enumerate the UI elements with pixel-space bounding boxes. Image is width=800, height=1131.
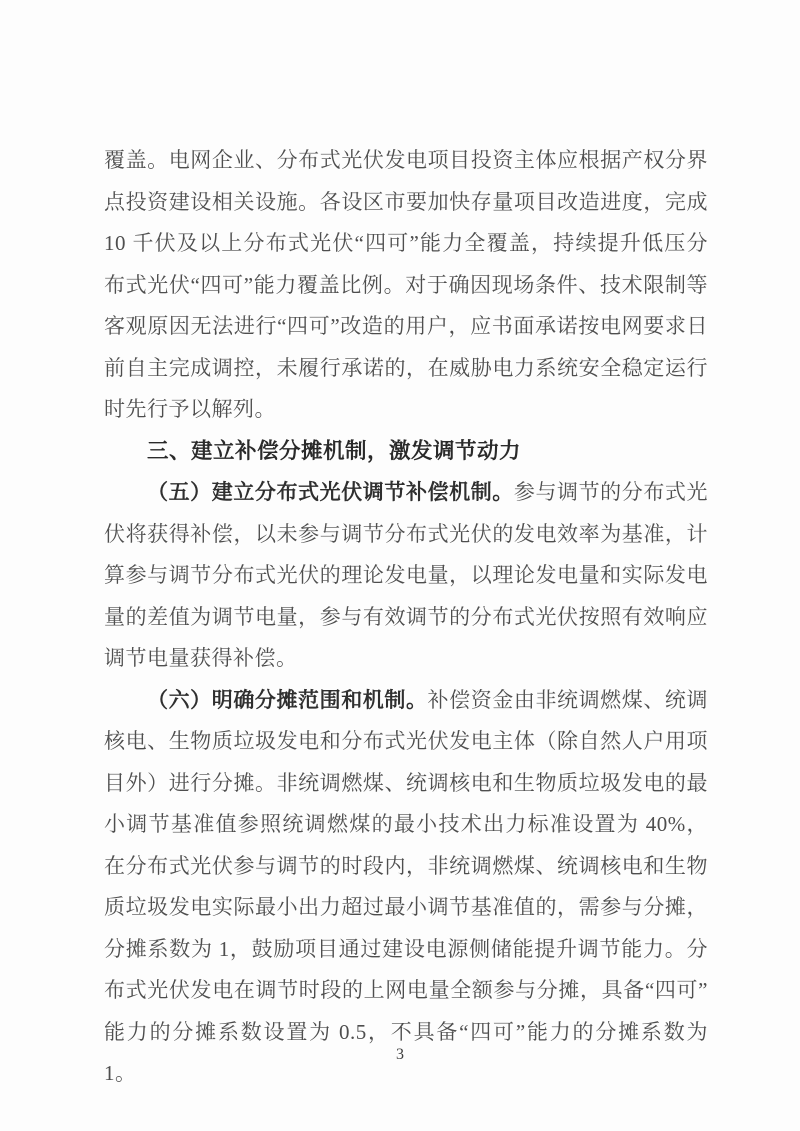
paragraph-continuation: 覆盖。电网企业、分布式光伏发电项目投资主体应根据产权分界点投资建设相关设施。各设区市要加快存量项目改造进度，完成 10 千伏及以上分布式光伏“四可”能力全覆盖，持续提升低压分布式光伏“四可”能力覆盖比例。对于确因现场条件、技术限制等客观原因无法进行“四可”改造的用户，应书面承诺按电网要求日前自主完成调控，未履行承诺的，在威胁电力系统安全稳定运行时先行予以解列。 <box>104 148 708 421</box>
paragraph-5-text: 参与调节的分布式光伏将获得补偿，以未参与调节分布式光伏的发电效率为基准，计算参与调节分布式光伏的理论发电量，以理论发电量和实际发电量的差值为调节电量，参与有效调节的分布式光伏按照有效响应调节电量获得补偿。 <box>104 480 708 670</box>
paragraph-5-lead: （五）建立分布式光伏调节补偿机制。 <box>147 480 514 504</box>
paragraph-item-6 <box>104 680 708 1095</box>
section-heading: 三、建立补偿分摊机制，激发调节动力 <box>147 438 522 463</box>
paragraph-6-lead: （六）明确分摊范围和机制。 <box>147 687 428 712</box>
paragraph-6-text: 补偿资金由非统调燃煤、统调核电、生物质垃圾发电和分布式光伏发电主体（除自然人户用项目外）进行分摊。非统调燃煤、统调核电和生物质垃圾发电的最小调节基准值参照统调燃煤的最小技术出力标准设置为 40%，在分布式光伏参与调节的时段内，非统调燃煤、统调核电和生物质垃圾发电实际最小出力超过最小调节基准值的，需参与分摊，分摊系数为 1，鼓励项目通过建设电源侧储能提升调节能力。分布式光伏发电在调节时段的上网电量全额参与分摊，具备“四可”能力的分摊系数设置为 0.5，不具备“四可”能力的分摊系数为 1。 <box>104 687 709 1085</box>
page-number: 3 <box>396 1046 404 1063</box>
page-footer <box>0 1046 800 1064</box>
document-body <box>104 140 708 1095</box>
paragraph-item-5 <box>104 472 708 680</box>
